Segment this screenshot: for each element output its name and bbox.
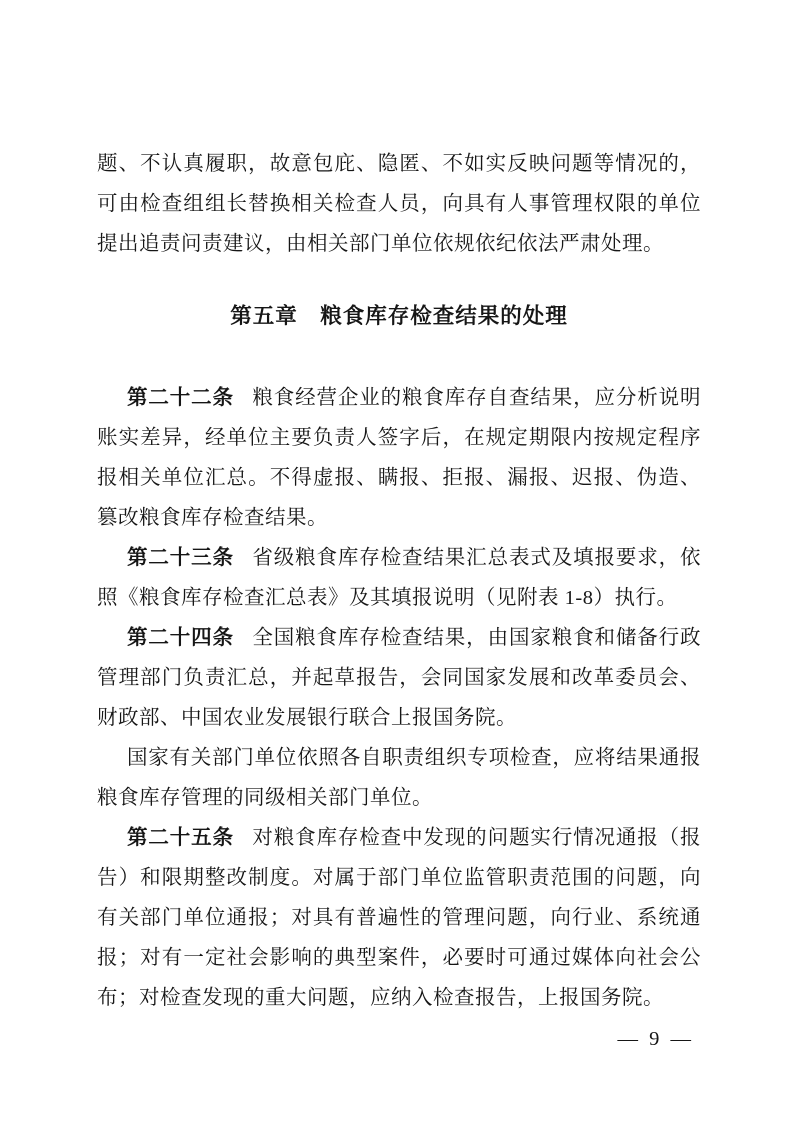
article-25-text: 对粮食库存检查中发现的问题实行情况通报（报告）和限期整改制度。对属于部门单位监管职责范围的问题，向有关部门单位通报；对具有普遍性的管理问题，向行业、系统通报；对有一定社会影响的典型案件，必要时可通过媒体向社会公布；对检查发现的重大问题，应纳入检查报告，上报国务院。 [97,827,702,1009]
article-22-label: 第二十二条 [127,387,234,409]
chapter-heading: 第五章 粮食库存检查结果的处理 [230,304,568,328]
article-23-label: 第二十三条 [127,547,234,569]
paragraph-article-22 [97,378,701,538]
paragraph-continuation: 题、不认真履职，故意包庇、隐匿、不如实反映问题等情况的，可由检查组组长替换相关检查人员，向具有人事管理权限的单位提出追责问责建议，由相关部门单位依规依纪依法严肃处理。 [97,153,701,255]
paragraph-article-24 [97,618,701,738]
paragraph-article-25 [97,818,701,1018]
article-24-text: 全国粮食库存检查结果，由国家粮食和储备行政管理部门负责汇总，并起草报告，会同国家发展和改革委员会、财政部、中国农业发展银行联合上报国务院。 [97,627,702,729]
article-25-label: 第二十五条 [127,827,234,849]
article-24-label: 第二十四条 [127,627,234,649]
page-number: — 9 — [617,1028,694,1050]
paragraph-article-24-continuation: 国家有关部门单位依照各自职责组织专项检查，应将结果通报粮食库存管理的同级相关部门单位。 [97,747,701,809]
paragraph-article-23 [97,538,701,618]
article-22-text: 粮食经营企业的粮食库存自查结果，应分析说明账实差异，经单位主要负责人签字后，在规定期限内按规定程序报相关单位汇总。不得虚报、瞒报、拒报、漏报、迟报、伪造、篡改粮食库存检查结果。 [97,387,702,529]
article-23-text: 省级粮食库存检查结果汇总表式及填报要求，依照《粮食库存检查汇总表》及其填报说明（见附表 1-8）执行。 [97,547,702,609]
document-body [97,144,701,1018]
